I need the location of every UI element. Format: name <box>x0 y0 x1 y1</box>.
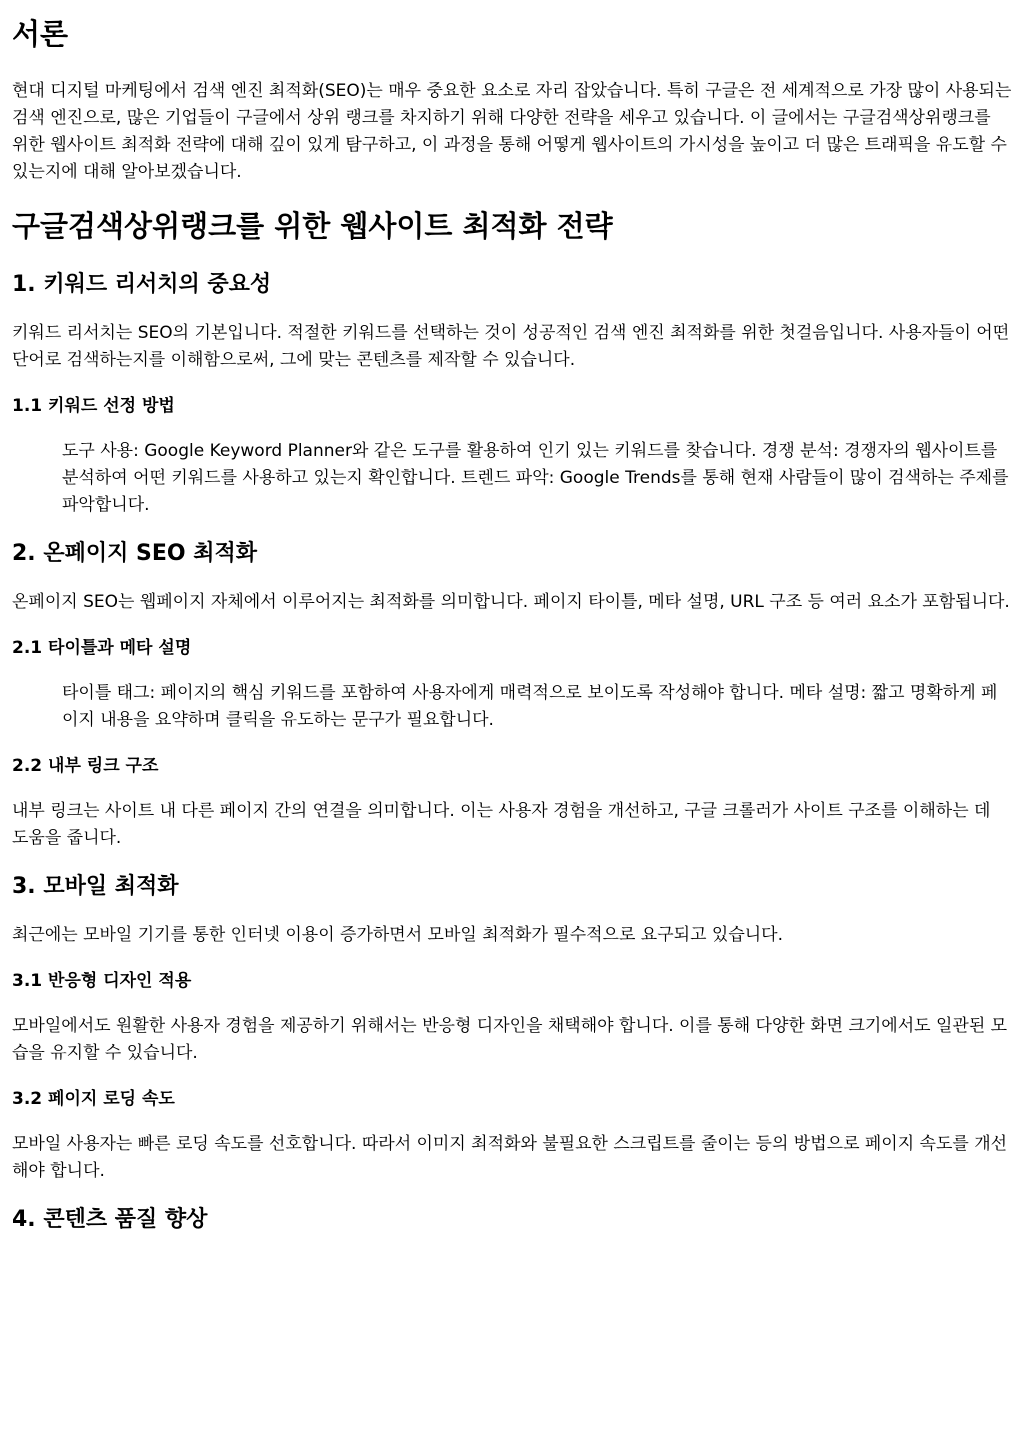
section-1-1-heading: 1.1 키워드 선정 방법 <box>12 396 175 416</box>
section-2-1-quote: 타이틀 태그: 페이지의 핵심 키워드를 포함하여 사용자에게 매력적으로 보이도록 작성해야 합니다. 메타 설명: 짧고 명확하게 페이지 내용을 요약하며 클릭을 유도하는 문구가 필요합니다. <box>62 683 998 730</box>
intro-heading: 서론 <box>12 17 69 51</box>
section-3-paragraph: 최근에는 모바일 기기를 통한 인터넷 이용이 증가하면서 모바일 최적화가 필수적으로 요구되고 있습니다. <box>12 925 783 945</box>
section-2-1-heading: 2.1 타이틀과 메타 설명 <box>12 638 192 658</box>
section-3-2-paragraph: 모바일 사용자는 빠른 로딩 속도를 선호합니다. 따라서 이미지 최적화와 불필요한 스크립트를 줄이는 등의 방법으로 페이지 속도를 개선해야 합니다. <box>12 1134 1008 1181</box>
section-2-2-heading: 2.2 내부 링크 구조 <box>12 756 159 776</box>
section-3-heading: 3. 모바일 최적화 <box>12 874 179 899</box>
intro-paragraph: 현대 디지털 마케팅에서 검색 엔진 최적화(SEO)는 매우 중요한 요소로 자리 잡았습니다. 특히 구글은 전 세계적으로 가장 많이 사용되는 검색 엔진으로, 많은 기업들이 구글에서 상위 랭크를 차지하기 위해 다양한 전략을 세우고 있습니다. 이 글에서는 구글검색상위랭크를 위한 웹사이트 최적화 전략에 대해 깊이 있게 탐구하고, 이 과정을 통해 어떻게 웹사이트의 가시성을 높이고 더 많은 트래픽을 유도할 수 있는지에 대해 알아보겠습니다. <box>12 81 1012 182</box>
section-2-heading: 2. 온페이지 SEO 최적화 <box>12 541 257 566</box>
section-2-2-paragraph: 내부 링크는 사이트 내 다른 페이지 간의 연결을 의미합니다. 이는 사용자 경험을 개선하고, 구글 크롤러가 사이트 구조를 이해하는 데 도움을 줍니다. <box>12 801 991 848</box>
main-heading: 구글검색상위랭크를 위한 웹사이트 최적화 전략 <box>12 209 613 243</box>
section-4-heading: 4. 콘텐츠 품질 향상 <box>12 1207 208 1232</box>
section-3-2-heading: 3.2 페이지 로딩 속도 <box>12 1089 175 1109</box>
section-1-heading: 1. 키워드 리서치의 중요성 <box>12 272 272 297</box>
section-2-paragraph: 온페이지 SEO는 웹페이지 자체에서 이루어지는 최적화를 의미합니다. 페이지 타이틀, 메타 설명, URL 구조 등 여러 요소가 포함됩니다. <box>12 592 1010 612</box>
section-3-1-paragraph: 모바일에서도 원활한 사용자 경험을 제공하기 위해서는 반응형 디자인을 채택해야 합니다. 이를 통해 다양한 화면 크기에서도 일관된 모습을 유지할 수 있습니다. <box>12 1016 1008 1063</box>
section-1-1-quote: 도구 사용: Google Keyword Planner와 같은 도구를 활용하여 인기 있는 키워드를 찾습니다. 경쟁 분석: 경쟁자의 웹사이트를 분석하여 어떤 키워드를 사용하고 있는지 확인합니다. 트렌드 파악: Google Trends를 통해 현재 사람들이 많이 검색하는 주제를 파악합니다. <box>62 441 1009 515</box>
section-3-1-heading: 3.1 반응형 디자인 적용 <box>12 971 192 991</box>
section-1-paragraph: 키워드 리서치는 SEO의 기본입니다. 적절한 키워드를 선택하는 것이 성공적인 검색 엔진 최적화를 위한 첫걸음입니다. 사용자들이 어떤 단어로 검색하는지를 이해함으로써, 그에 맞는 콘텐츠를 제작할 수 있습니다. <box>12 323 1010 370</box>
